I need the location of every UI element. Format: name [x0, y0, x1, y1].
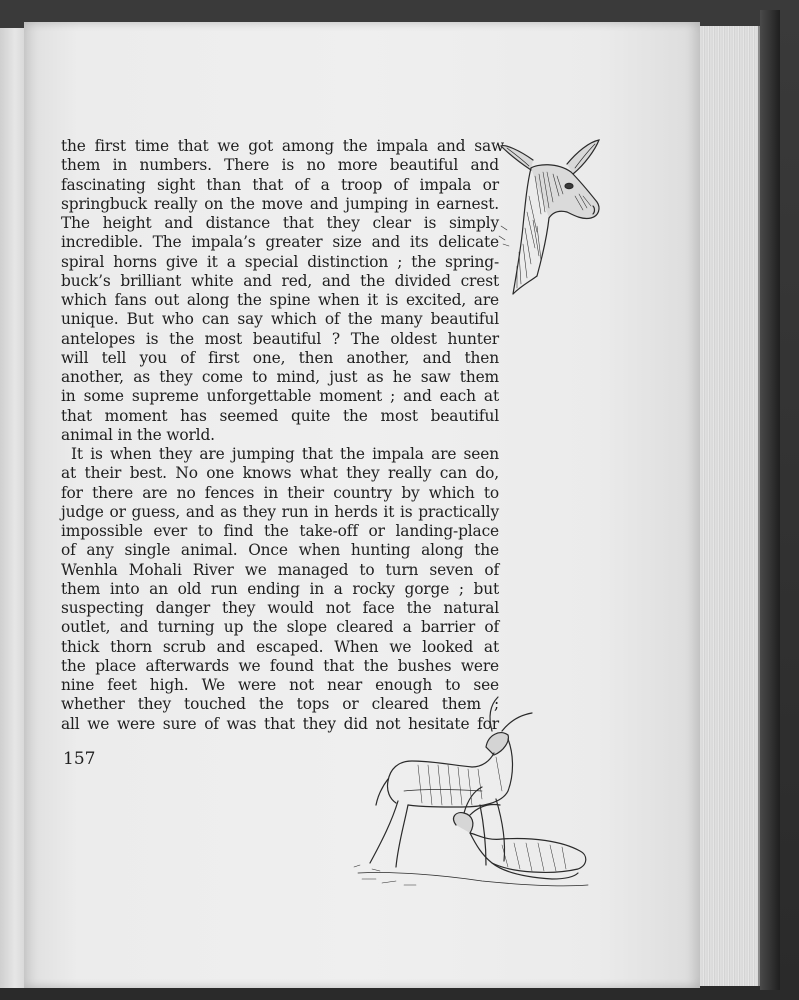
text-line: in some supreme unforgettable moment ; and each at	[61, 387, 499, 406]
text-line: judge or guess, and as they run in herds it is practically	[61, 502, 499, 521]
text-line: outlet, and turning up the slope cleared a barrier of	[61, 618, 499, 637]
text-line: thick thorn scrub and escaped. When we looked at	[61, 637, 499, 656]
book-cover-edge	[760, 10, 780, 990]
text-line: buck’s brilliant white and red, and the divided crest	[61, 271, 499, 290]
text-line: It is when they are jumping that the impala are seen	[71, 445, 499, 463]
body-text	[61, 137, 504, 734]
paragraph-2	[61, 445, 499, 734]
text-line: the first time that we got among the impala and saw	[61, 137, 504, 155]
text-line: animal in the world.	[61, 425, 215, 444]
page-stack-edge	[698, 26, 760, 986]
text-line: spiral horns give it a special distinction ; the spring-	[61, 252, 499, 271]
text-line: of any single animal. Once when hunting along the	[61, 541, 499, 560]
text-line: nine feet high. We were not near enough to see	[61, 676, 499, 694]
text-line: will tell you of first one, then another, and then	[61, 348, 499, 367]
text-line: Wenhla Mohali River we managed to turn seven of	[61, 560, 499, 579]
text-line: impossible ever to find the take-off or landing-place	[61, 522, 499, 540]
text-line: antelopes is the most beautiful ? The oldest hunter	[61, 329, 499, 348]
text-line: them into an old run ending in a rocky gorge ; but	[61, 579, 499, 598]
text-line: suspecting danger they would not face the natural	[61, 599, 499, 617]
text-line: that moment has seemed quite the most beautiful	[61, 406, 499, 425]
text-line: the place afterwards we found that the bushes were	[61, 656, 499, 675]
antelope-head-illustration	[497, 136, 607, 296]
text-line: springbuck really on the move and jumping in earnest.	[61, 194, 499, 213]
text-line: all we were sure of was that they did not hesitate for	[61, 714, 499, 733]
text-line: for there are no fences in their country by which to	[61, 483, 499, 502]
text-line: another, as they come to mind, just as he saw them	[61, 368, 499, 386]
text-line: at their best. No one knows what they really can do,	[61, 464, 499, 483]
text-line: The height and distance that they clear is simply	[61, 214, 499, 232]
text-line: which fans out along the spine when it is excited, are	[61, 291, 499, 309]
page-number: 157	[63, 749, 96, 769]
springbuck-pair-illustration	[352, 695, 592, 895]
paragraph-1	[61, 137, 504, 445]
previous-page-edge	[0, 28, 26, 988]
text-line: them in numbers. There is no more beautiful and	[61, 156, 499, 175]
text-line: incredible. The impala’s greater size and its delicate	[61, 233, 499, 252]
text-line: whether they touched the tops or cleared them ;	[61, 695, 499, 714]
text-line: unique. But who can say which of the many beautiful	[61, 310, 499, 329]
text-line: fascinating sight than that of a troop of impala or	[61, 175, 499, 194]
